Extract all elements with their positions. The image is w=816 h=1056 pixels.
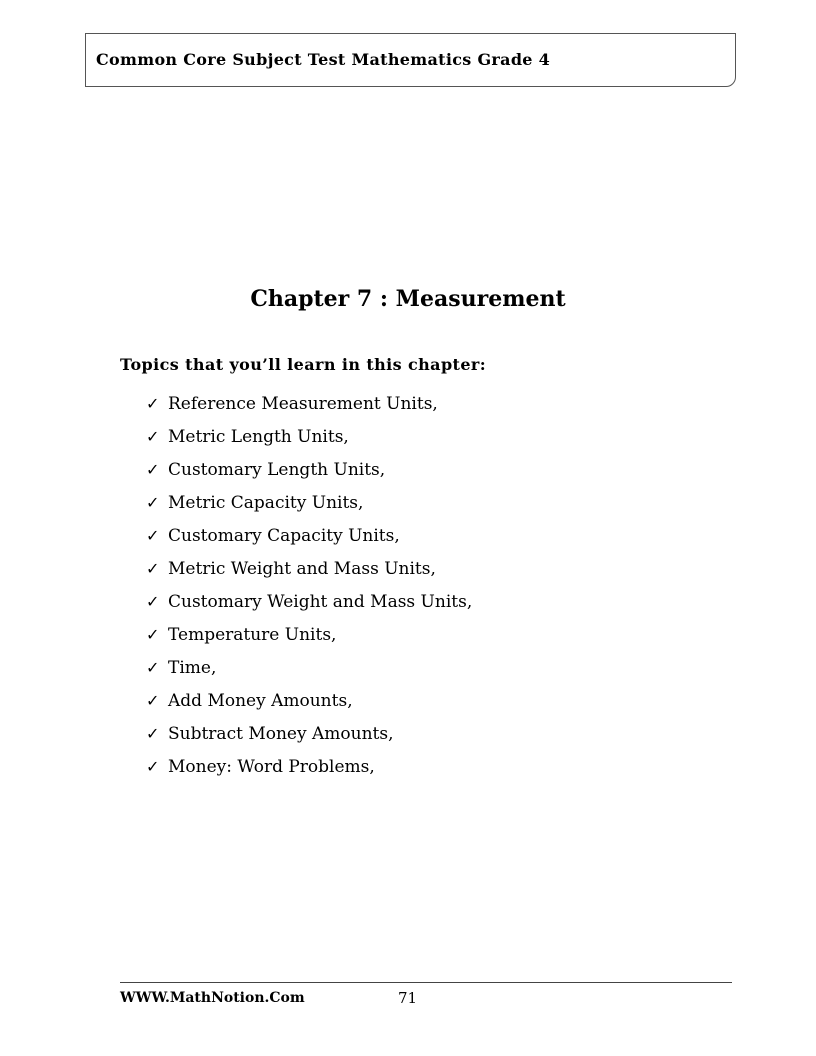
topic-item xyxy=(146,588,472,621)
check-icon: ✓ xyxy=(146,394,160,413)
check-icon: ✓ xyxy=(146,691,160,710)
topic-label: Reference Measurement Units, xyxy=(168,394,438,414)
topic-item xyxy=(146,687,472,720)
topic-label: Temperature Units, xyxy=(168,625,337,645)
topic-item xyxy=(146,489,472,522)
topic-item xyxy=(146,720,472,753)
topic-item xyxy=(146,654,472,687)
topic-label: Subtract Money Amounts, xyxy=(168,724,394,744)
topic-item xyxy=(146,456,472,489)
topic-item xyxy=(146,621,472,654)
topic-label: Customary Length Units, xyxy=(168,460,386,480)
topic-label: Metric Capacity Units, xyxy=(168,493,364,513)
topic-label: Metric Length Units, xyxy=(168,427,349,447)
topics-list xyxy=(146,390,472,786)
topic-item xyxy=(146,753,472,786)
chapter-title: Chapter 7 : Measurement xyxy=(250,286,566,312)
footer-website: WWW.MathNotion.Com xyxy=(120,990,305,1006)
check-icon: ✓ xyxy=(146,625,160,644)
check-icon: ✓ xyxy=(146,559,160,578)
topic-item xyxy=(146,522,472,555)
page-number: 71 xyxy=(398,989,418,1007)
topic-item xyxy=(146,423,472,456)
check-icon: ✓ xyxy=(146,427,160,446)
check-icon: ✓ xyxy=(146,526,160,545)
check-icon: ✓ xyxy=(146,592,160,611)
topic-item xyxy=(146,555,472,588)
topic-label: Time, xyxy=(168,658,217,678)
topic-label: Metric Weight and Mass Units, xyxy=(168,559,436,579)
check-icon: ✓ xyxy=(146,658,160,677)
check-icon: ✓ xyxy=(146,757,160,776)
topic-item xyxy=(146,390,472,423)
check-icon: ✓ xyxy=(146,493,160,512)
topics-intro: Topics that you’ll learn in this chapter: xyxy=(120,355,487,374)
check-icon: ✓ xyxy=(146,460,160,479)
footer-divider xyxy=(120,982,732,983)
topic-label: Add Money Amounts, xyxy=(168,691,353,711)
check-icon: ✓ xyxy=(146,724,160,743)
topic-label: Customary Capacity Units, xyxy=(168,526,400,546)
header-box xyxy=(85,33,736,87)
topic-label: Customary Weight and Mass Units, xyxy=(168,592,473,612)
topic-label: Money: Word Problems, xyxy=(168,757,375,777)
header-title: Common Core Subject Test Mathematics Grade 4 xyxy=(96,50,551,69)
